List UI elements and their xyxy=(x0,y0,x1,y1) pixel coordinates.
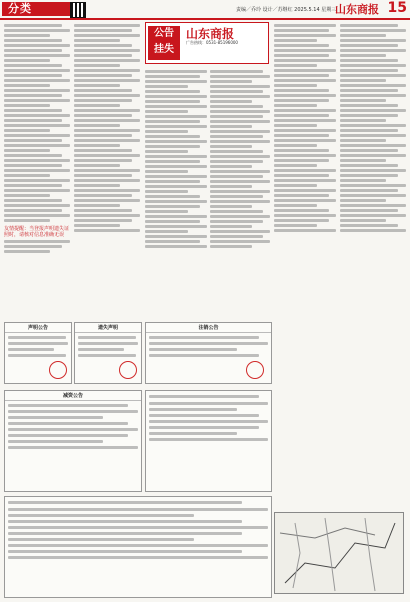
notice-title: 减资公告 xyxy=(5,391,141,401)
seal-stamp-icon xyxy=(119,361,137,379)
section-tag: 分类 xyxy=(2,2,70,16)
page-number: 15 xyxy=(387,0,407,16)
column-2 xyxy=(74,22,140,234)
notice-box-1 xyxy=(4,322,72,384)
notice-title: 声明公告 xyxy=(5,323,71,333)
notice-box-5 xyxy=(145,390,272,492)
notice-box-3 xyxy=(145,322,272,384)
notice-box-4 xyxy=(4,390,142,492)
ad-subtitle: 广告热线：0531-85196000 xyxy=(186,40,238,45)
notice-title: 注销公告 xyxy=(146,323,271,333)
seal-stamp-icon xyxy=(246,361,264,379)
map-image xyxy=(274,512,404,594)
highlight-note: 友情提醒：当登报声明遗失证照时，请核对信息准确无误 xyxy=(4,226,70,238)
qr-code-icon xyxy=(70,2,86,18)
ad-box xyxy=(145,22,269,64)
page-header xyxy=(0,0,410,20)
column-3 xyxy=(145,68,207,250)
column-1 xyxy=(4,22,70,255)
notice-box-6 xyxy=(4,496,272,598)
column-5 xyxy=(274,22,336,234)
ad-left-label: 公告 挂失 xyxy=(148,26,180,60)
column-4 xyxy=(210,68,270,250)
paper-name: 山东商报 xyxy=(335,3,379,16)
edition-info: 责编／乔玲 设计／苏继红 2025.5.14 星期三 xyxy=(236,7,337,13)
seal-stamp-icon xyxy=(49,361,67,379)
notice-box-2 xyxy=(74,322,142,384)
ad-title: 山东商报 xyxy=(186,27,235,41)
column-6 xyxy=(340,22,406,234)
notice-title: 遗失声明 xyxy=(75,323,141,333)
map-icon xyxy=(275,513,403,593)
